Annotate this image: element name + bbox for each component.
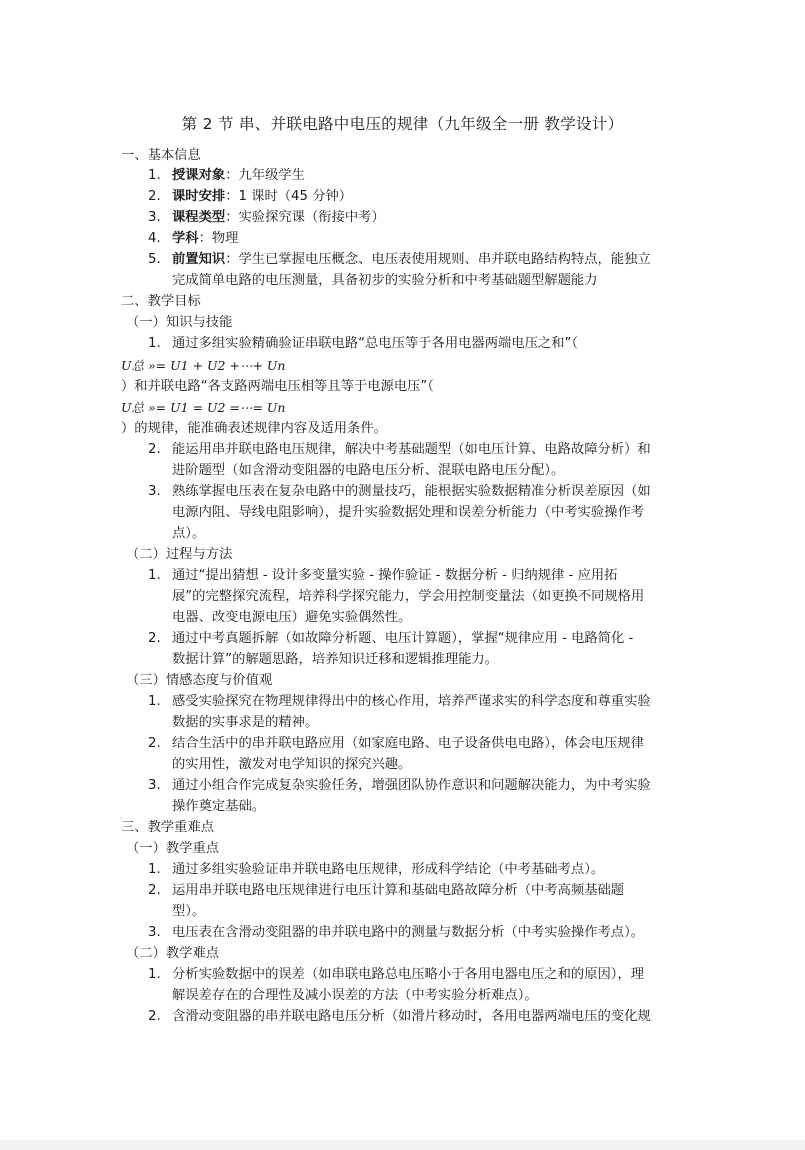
list-item: 结合生活中的串并联电路应用（如家庭电路、电子设备供电电路），体会电压规律 [172,736,645,751]
list-item [172,187,352,207]
list-number: 2. [148,442,161,457]
item-value: ：物理 [198,231,239,246]
list-number: 2. [148,189,161,204]
list-number: 3. [148,484,161,499]
list-item: 运用串并联电路电压规律进行电压计算和基础电路故障分析（中考高频基础题 [172,883,625,898]
list-item: 感受实验探究在物理规律得出中的核心作用，培养严谨求实的科学态度和尊重实验 [172,694,651,709]
list-item-continuation: 进阶题型（如含滑动变阻器的电路电压分析、混联电路电压分配）。 [172,463,565,478]
item-value: ：学生已掌握电压概念、电压表使用规则、串并联电路结构特点，能独立 [225,252,651,267]
list-number: 1. [148,568,161,583]
item-label: 学科 [172,231,199,246]
list-number: 1. [148,862,161,877]
subsection-heading: （三）情感态度与价值观 [126,673,273,688]
list-item: 能运用串并联电路电压规律，解决中考基础题型（如电压计算、电路故障分析）和 [172,442,651,457]
list-item: 电压表在含滑动变阻器的串并联电路中的测量与数据分析（中考实验操作考点）。 [172,925,645,940]
list-item-continuation: 的实用性，激发对电学知识的探究兴趣。 [172,757,412,772]
list-item [172,208,385,228]
list-item-continuation: 展”的完整探究流程，培养科学探究能力，学会用控制变量法（如更换不同规格用 [172,589,645,604]
formula-series: U总 »= U1 + U2 +⋯+ Un [121,358,286,373]
list-number: 2. [148,1009,161,1024]
item-label: 前置知识 [172,252,226,267]
subsection-heading: （二）教学难点 [126,946,220,961]
list-item-continuation: 点）。 [172,526,206,541]
list-number: 3. [148,778,161,793]
list-item [172,250,651,270]
list-item-continuation: ）的规律，能准确表述规律内容及适用条件。 [121,421,387,436]
page-title: 第 2 节 串、并联电路中电压的规律（九年级全一册 教学设计） [181,115,624,133]
list-item: 熟练掌握电压表在复杂电路中的测量技巧，能根据实验数据精准分析误差原因（如 [172,484,651,499]
list-item-continuation: 数据的实事求是的精神。 [172,715,319,730]
item-value: ：九年级学生 [225,168,305,183]
list-number: 1. [148,967,161,982]
list-item [172,166,305,186]
list-item: 通过多组实验验证串并联电路电压规律，形成科学结论（中考基础考点）。 [172,862,605,877]
list-number: 5. [148,252,161,267]
section-heading-basic-info: 一、基本信息 [121,148,201,163]
list-item: 含滑动变阻器的串并联电路电压分析（如滑片移动时，各用电器两端电压的变化规 [172,1009,651,1024]
item-label: 授课对象 [172,168,226,183]
list-item-continuation: 操作奠定基础。 [172,799,266,814]
list-number: 1. [148,694,161,709]
list-item [172,229,238,249]
list-item: 分析实验数据中的误差（如串联电路总电压略小于各用电器电压之和的原因），理 [172,967,645,982]
list-number: 2. [148,883,161,898]
list-item: 通过小组合作完成复杂实验任务，增强团队协作意识和问题解决能力，为中考实验 [172,778,651,793]
item-label: 课程类型 [172,210,226,225]
list-item-continuation: 解误差存在的合理性及减小误差的方法（中考实验分析难点）。 [172,988,538,1003]
subsection-heading: （一）教学重点 [126,841,220,856]
list-number: 1. [148,168,161,183]
list-number: 3. [148,925,161,940]
section-heading-key-points: 三、教学重难点 [121,820,215,835]
list-item: 通过“提出猜想 - 设计多变量实验 - 操作验证 - 数据分析 - 归纳规律 - 应用拓 [172,568,618,583]
list-item-continuation: 电源内阻、导线电阻影响），提升实验数据处理和误差分析能力（中考实验操作考 [172,505,645,520]
list-item-continuation: 数据计算”的解题思路，培养知识迁移和逻辑推理能力。 [172,652,499,667]
list-item-continuation: 型）。 [172,904,206,919]
subsection-heading: （一）知识与技能 [126,315,233,330]
list-item-continuation: 完成简单电路的电压测量，具备初步的实验分析和中考基础题型解题能力 [172,273,598,288]
item-value: ：1 课时（45 分钟） [225,189,353,204]
item-label: 课时安排 [172,189,226,204]
formula-parallel: U总 »= U1 = U2 =⋯= Un [121,400,286,415]
list-number: 3. [148,210,161,225]
list-item-continuation: ）和并联电路“各支路两端电压相等且等于电源电压”（ [121,379,434,394]
list-item: 通过中考真题拆解（如故障分析题、电压计算题），掌握“规律应用 - 电路简化 - [172,631,634,646]
list-number: 2. [148,736,161,751]
list-item: 通过多组实验精确验证串联电路“总电压等于各用电器两端电压之和”（ [172,336,579,351]
list-item-continuation: 电器、改变电源电压）避免实验偶然性。 [172,610,412,625]
list-number: 4. [148,231,161,246]
list-number: 1. [148,336,161,351]
list-number: 2. [148,631,161,646]
section-heading-objectives: 二、教学目标 [121,294,201,309]
item-value: ：实验探究课（衔接中考） [225,210,385,225]
subsection-heading: （二）过程与方法 [126,547,233,562]
